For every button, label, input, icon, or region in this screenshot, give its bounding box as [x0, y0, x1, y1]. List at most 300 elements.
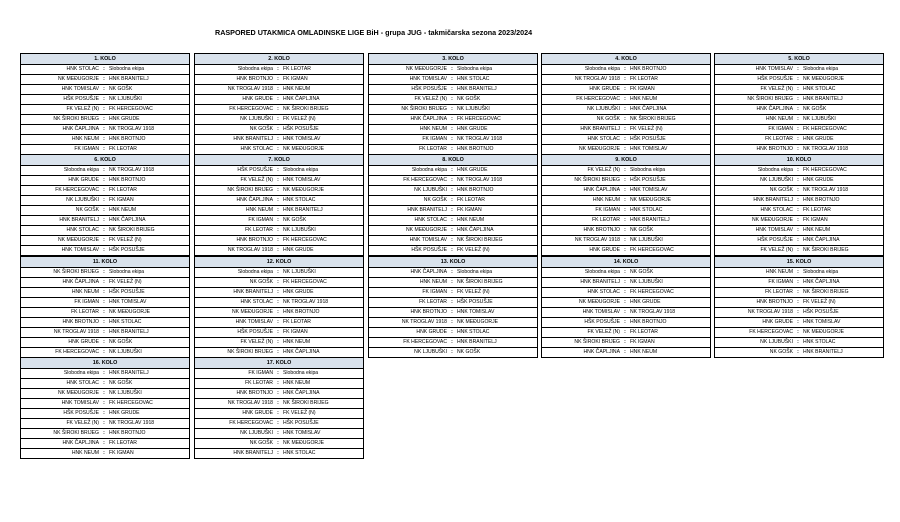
away-team: HNK ČAPLJINA	[803, 279, 840, 285]
home-team: FK IGMAN	[595, 207, 620, 213]
home-team: HNK BROTNJO	[756, 146, 793, 152]
round-header: 14. KOLO	[542, 257, 710, 268]
away-team: Slobodna ekipa	[109, 66, 145, 72]
away-team: HNK STOLAC	[630, 207, 663, 213]
match-row	[195, 298, 363, 308]
match-separator: :	[103, 289, 105, 295]
away-team: NK MEĐUGORJE	[630, 197, 672, 203]
home-team: HNK TOMISLAV	[582, 309, 620, 315]
away-team: FK IGMAN	[457, 207, 482, 213]
match-separator: :	[277, 116, 279, 122]
match-separator: :	[797, 96, 799, 102]
away-team: HNK NEUM	[803, 227, 831, 233]
away-team: HNK GRUDE	[457, 126, 488, 132]
match-row	[715, 105, 883, 115]
match-separator: :	[797, 247, 799, 253]
match-row	[542, 348, 710, 358]
home-team: NK MEĐUGORJE	[231, 309, 273, 315]
match-row	[369, 75, 537, 85]
match-row	[369, 135, 537, 145]
round-header: 15. KOLO	[715, 257, 883, 268]
match-separator: :	[797, 177, 799, 183]
match-separator: :	[103, 217, 105, 223]
match-separator: :	[624, 339, 626, 345]
home-team: HNK STOLAC	[66, 380, 99, 386]
match-separator: :	[103, 279, 105, 285]
home-team: NK ŠIROKI BRIJEG	[53, 430, 99, 436]
match-row	[542, 268, 710, 278]
match-separator: :	[624, 247, 626, 253]
away-team: HŠK POSUŠJE	[109, 289, 145, 295]
match-separator: :	[103, 237, 105, 243]
match-row	[195, 85, 363, 95]
match-row	[21, 166, 189, 176]
home-team: HNK ČAPLJINA	[410, 269, 447, 275]
match-separator: :	[797, 76, 799, 82]
match-row	[195, 246, 363, 256]
match-separator: :	[103, 76, 105, 82]
match-separator: :	[103, 177, 105, 183]
away-team: HNK TOMISLAV	[283, 177, 321, 183]
match-row	[21, 105, 189, 115]
match-row	[542, 166, 710, 176]
away-team: NK TROGLAV 1918	[109, 420, 155, 426]
match-row	[195, 75, 363, 85]
away-team: FK HERCEGOVAC	[803, 167, 847, 173]
home-team: HNK STOLAC	[240, 299, 273, 305]
match-separator: :	[103, 410, 105, 416]
away-team: HNK NEUM	[283, 380, 311, 386]
match-row	[715, 328, 883, 338]
match-row	[715, 268, 883, 278]
match-separator: :	[277, 289, 279, 295]
match-row	[369, 186, 537, 196]
away-team: HNK NEUM	[109, 207, 137, 213]
match-separator: :	[277, 96, 279, 102]
match-separator: :	[451, 86, 453, 92]
home-team: FK VELEŽ (N)	[240, 339, 273, 345]
match-row	[195, 369, 363, 379]
match-separator: :	[624, 289, 626, 295]
home-team: NK TROGLAV 1918	[747, 309, 793, 315]
match-row	[542, 216, 710, 226]
match-row	[21, 318, 189, 328]
round-table	[714, 53, 884, 155]
away-team: NK TROGLAV 1918	[283, 299, 329, 305]
match-separator: :	[797, 116, 799, 122]
away-team: FK LEOTAR	[109, 440, 137, 446]
match-row	[715, 338, 883, 348]
round-table	[541, 154, 711, 256]
match-separator: :	[277, 420, 279, 426]
match-row	[21, 65, 189, 75]
match-row	[21, 298, 189, 308]
away-team: FK LEOTAR	[803, 207, 831, 213]
home-team: FK LEOTAR	[419, 146, 447, 152]
away-team: NK GOŠK	[109, 339, 133, 345]
round-table	[20, 357, 190, 459]
match-row	[369, 196, 537, 206]
away-team: HNK ČAPLJINA	[109, 217, 146, 223]
match-separator: :	[624, 76, 626, 82]
home-team: FK LEOTAR	[71, 309, 99, 315]
match-separator: :	[624, 217, 626, 223]
match-separator: :	[797, 289, 799, 295]
away-team: NK LJUBUŠKI	[109, 390, 142, 396]
home-team: NK TROGLAV 1918	[227, 247, 273, 253]
match-separator: :	[624, 116, 626, 122]
match-row	[195, 449, 363, 459]
round-header: 4. KOLO	[542, 54, 710, 65]
away-team: FK LEOTAR	[283, 319, 311, 325]
match-row	[542, 176, 710, 186]
away-team: HNK TOMISLAV	[630, 146, 668, 152]
match-row	[195, 166, 363, 176]
away-team: HNK NEUM	[630, 349, 658, 355]
away-team: NK MEĐUGORJE	[283, 146, 325, 152]
away-team: NK GOŠK	[457, 349, 481, 355]
home-team: FK IGMAN	[768, 279, 793, 285]
match-separator: :	[103, 227, 105, 233]
match-row	[195, 379, 363, 389]
away-team: HNK STOLAC	[457, 76, 490, 82]
round-table	[714, 256, 884, 358]
match-separator: :	[277, 106, 279, 112]
match-separator: :	[624, 237, 626, 243]
home-team: FK HERCEGOVAC	[229, 420, 273, 426]
match-row	[21, 278, 189, 288]
home-team: NK ŠIROKI BRIJEG	[747, 96, 793, 102]
home-team: NK LJUBUŠKI	[414, 349, 447, 355]
home-team: Slobodna ekipa	[757, 167, 793, 173]
home-team: NK MEĐUGORJE	[57, 237, 99, 243]
match-row	[195, 409, 363, 419]
match-row	[369, 115, 537, 125]
match-row	[369, 328, 537, 338]
away-team: HNK NEUM	[283, 339, 311, 345]
away-team: FK IGMAN	[803, 217, 828, 223]
away-team: HŠK POSUŠJE	[803, 309, 839, 315]
match-separator: :	[624, 106, 626, 112]
match-row	[195, 389, 363, 399]
match-separator: :	[451, 66, 453, 72]
match-row	[542, 206, 710, 216]
home-team: NK MEĐUGORJE	[57, 76, 99, 82]
match-separator: :	[277, 410, 279, 416]
away-team: FK VELEŽ (N)	[109, 279, 142, 285]
away-team: HNK BROTNJO	[803, 197, 840, 203]
round-table	[20, 256, 190, 358]
round-table	[714, 154, 884, 256]
away-team: NK ŠIROKI BRIJEG	[803, 289, 849, 295]
match-separator: :	[797, 339, 799, 345]
match-separator: :	[797, 237, 799, 243]
away-team: HNK BROTNJO	[109, 136, 146, 142]
away-team: HNK ČAPLJINA	[457, 227, 494, 233]
away-team: HNK ČAPLJINA	[283, 390, 320, 396]
home-team: NK LJUBUŠKI	[240, 430, 273, 436]
match-row	[542, 95, 710, 105]
match-row	[21, 85, 189, 95]
away-team: HŠK POSUŠJE	[457, 299, 493, 305]
match-separator: :	[624, 207, 626, 213]
match-separator: :	[277, 279, 279, 285]
match-row	[21, 115, 189, 125]
away-team: HNK BRANITELJ	[457, 339, 497, 345]
match-row	[369, 176, 537, 186]
away-team: NK GOŠK	[630, 227, 654, 233]
match-separator: :	[103, 96, 105, 102]
away-team: NK LJUBUŠKI	[630, 279, 663, 285]
match-row	[21, 379, 189, 389]
match-separator: :	[103, 309, 105, 315]
round-header: 6. KOLO	[21, 155, 189, 166]
match-separator: :	[103, 207, 105, 213]
round-table	[541, 256, 711, 358]
home-team: HŠK POSUŠJE	[757, 237, 793, 243]
round-header: 13. KOLO	[369, 257, 537, 268]
round-table	[20, 53, 190, 155]
home-team: FK HERCEGOVAC	[749, 329, 793, 335]
match-row	[542, 226, 710, 236]
home-team: HNK TOMISLAV	[61, 247, 99, 253]
match-separator: :	[277, 177, 279, 183]
round-header: 9. KOLO	[542, 155, 710, 166]
away-team: HNK BROTNJO	[457, 187, 494, 193]
match-row	[21, 389, 189, 399]
away-team: HNK GRUDE	[457, 167, 488, 173]
home-team: NK ŠIROKI BRIJEG	[574, 339, 620, 345]
away-team: HNK BROTNJO	[109, 177, 146, 183]
away-team: NK LJUBUŠKI	[630, 237, 663, 243]
away-team: HNK GRUDE	[109, 410, 140, 416]
match-row	[369, 318, 537, 328]
match-separator: :	[797, 329, 799, 335]
home-team: Slobodna ekipa	[584, 269, 620, 275]
match-row	[21, 419, 189, 429]
match-row	[715, 348, 883, 358]
away-team: HNK STOLAC	[283, 450, 316, 456]
away-team: FK VELEŽ (N)	[109, 237, 142, 243]
away-team: Slobodna ekipa	[283, 167, 319, 173]
round-header: 11. KOLO	[21, 257, 189, 268]
home-team: HNK ČAPLJINA	[62, 126, 99, 132]
match-row	[542, 186, 710, 196]
home-team: HNK BRANITELJ	[59, 217, 99, 223]
match-row	[195, 236, 363, 246]
away-team: HNK GRUDE	[109, 116, 140, 122]
match-row	[715, 135, 883, 145]
match-separator: :	[277, 329, 279, 335]
away-team: NK LJUBUŠKI	[803, 116, 836, 122]
match-separator: :	[277, 86, 279, 92]
home-team: NK TROGLAV 1918	[53, 329, 99, 335]
match-row	[195, 135, 363, 145]
away-team: HŠK POSUŠJE	[630, 136, 666, 142]
match-separator: :	[277, 227, 279, 233]
away-team: NK TROGLAV 1918	[109, 167, 155, 173]
match-row	[21, 196, 189, 206]
home-team: HŠK POSUŠJE	[757, 76, 793, 82]
home-team: HNK TOMISLAV	[61, 400, 99, 406]
match-row	[369, 278, 537, 288]
match-row	[542, 298, 710, 308]
home-team: HNK BROTNJO	[236, 76, 273, 82]
home-team: FK VELEŽ (N)	[66, 420, 99, 426]
home-team: HNK STOLAC	[587, 289, 620, 295]
home-team: FK LEOTAR	[245, 380, 273, 386]
home-team: HNK NEUM	[71, 136, 99, 142]
match-row	[21, 439, 189, 449]
home-team: HNK GRUDE	[416, 329, 447, 335]
match-row	[369, 348, 537, 358]
away-team: FK VELEŽ (N)	[283, 116, 316, 122]
round-table	[194, 256, 364, 358]
match-row	[369, 298, 537, 308]
home-team: FK HERCEGOVAC	[403, 339, 447, 345]
home-team: FK LEOTAR	[245, 227, 273, 233]
match-separator: :	[451, 329, 453, 335]
match-row	[715, 278, 883, 288]
round-table	[194, 154, 364, 256]
home-team: NK TROGLAV 1918	[574, 76, 620, 82]
home-team: NK LJUBUŠKI	[414, 187, 447, 193]
match-row	[715, 115, 883, 125]
away-team: NK ŠIROKI BRIJEG	[630, 116, 676, 122]
away-team: FK IGMAN	[283, 329, 308, 335]
away-team: NK ŠIROKI BRIJEG	[283, 106, 329, 112]
away-team: HNK BRANITELJ	[109, 370, 149, 376]
match-separator: :	[624, 319, 626, 325]
home-team: NK MEĐUGORJE	[751, 217, 793, 223]
match-row	[21, 338, 189, 348]
match-row	[715, 308, 883, 318]
match-separator: :	[797, 167, 799, 173]
match-separator: :	[277, 237, 279, 243]
match-separator: :	[103, 66, 105, 72]
match-row	[21, 308, 189, 318]
match-row	[369, 308, 537, 318]
home-team: HNK STOLAC	[66, 227, 99, 233]
home-team: HŠK POSUŠJE	[584, 319, 620, 325]
home-team: NK MEĐUGORJE	[578, 146, 620, 152]
home-team: NK MEĐUGORJE	[405, 66, 447, 72]
away-team: NK MEĐUGORJE	[283, 187, 325, 193]
home-team: HNK ČAPLJINA	[756, 106, 793, 112]
match-separator: :	[797, 217, 799, 223]
home-team: HNK BRANITELJ	[233, 450, 273, 456]
match-separator: :	[797, 309, 799, 315]
home-team: FK HERCEGOVAC	[403, 177, 447, 183]
away-team: HNK BROTNJO	[283, 309, 320, 315]
away-team: FK IGMAN	[630, 86, 655, 92]
home-team: HNK BRANITELJ	[753, 197, 793, 203]
match-separator: :	[103, 116, 105, 122]
match-separator: :	[103, 349, 105, 355]
away-team: Slobodna ekipa	[803, 269, 839, 275]
away-team: HNK BRANITELJ	[109, 329, 149, 335]
match-separator: :	[277, 207, 279, 213]
match-separator: :	[277, 390, 279, 396]
round-header: 10. KOLO	[715, 155, 883, 166]
home-team: FK HERCEGOVAC	[55, 187, 99, 193]
home-team: HNK ČAPLJINA	[236, 197, 273, 203]
home-team: HNK STOLAC	[66, 66, 99, 72]
home-team: HŠK POSUŠJE	[237, 167, 273, 173]
match-separator: :	[451, 167, 453, 173]
home-team: NK GOŠK	[249, 279, 273, 285]
home-team: FK IGMAN	[74, 299, 99, 305]
match-separator: :	[451, 207, 453, 213]
home-team: HNK NEUM	[592, 197, 620, 203]
match-row	[542, 246, 710, 256]
home-team: HNK ČAPLJINA	[583, 187, 620, 193]
round-table	[368, 154, 538, 256]
round-table	[194, 357, 364, 459]
away-team: FK VELEŽ (N)	[803, 299, 836, 305]
round-header: 7. KOLO	[195, 155, 363, 166]
match-row	[21, 328, 189, 338]
round-table	[194, 53, 364, 155]
away-team: HNK BRANITELJ	[630, 217, 670, 223]
home-team: HNK BRANITELJ	[580, 126, 620, 132]
home-team: NK GOŠK	[769, 187, 793, 193]
away-team: FK LEOTAR	[457, 197, 485, 203]
match-row	[21, 236, 189, 246]
home-team: HNK BROTNJO	[236, 390, 273, 396]
home-team: HNK TOMISLAV	[61, 86, 99, 92]
match-row	[715, 176, 883, 186]
match-separator: :	[277, 370, 279, 376]
home-team: NK ŠIROKI BRIJEG	[227, 187, 273, 193]
match-row	[21, 288, 189, 298]
away-team: NK TROGLAV 1918	[457, 177, 503, 183]
away-team: HNK BROTNJO	[109, 430, 146, 436]
home-team: HNK ČAPLJINA	[62, 440, 99, 446]
home-team: FK LEOTAR	[592, 217, 620, 223]
match-row	[195, 95, 363, 105]
match-row	[542, 196, 710, 206]
match-separator: :	[797, 269, 799, 275]
match-row	[369, 288, 537, 298]
match-row	[369, 226, 537, 236]
away-team: Slobodna ekipa	[630, 167, 666, 173]
match-separator: :	[797, 86, 799, 92]
home-team: FK IGMAN	[248, 217, 273, 223]
match-row	[21, 226, 189, 236]
away-team: HNK STOLAC	[803, 86, 836, 92]
match-separator: :	[103, 430, 105, 436]
match-separator: :	[451, 116, 453, 122]
match-row	[195, 105, 363, 115]
match-row	[21, 95, 189, 105]
home-team: NK GOŠK	[596, 116, 620, 122]
match-row	[369, 216, 537, 226]
match-row	[369, 268, 537, 278]
page-title: RASPORED UTAKMICA OMLADINSKE LIGE BiH - grupa JUG - takmičarska sezona 2023/2024	[215, 28, 533, 37]
away-team: HNK BROTNJO	[457, 146, 494, 152]
home-team: HNK STOLAC	[760, 207, 793, 213]
home-team: NK LJUBUŠKI	[587, 106, 620, 112]
match-row	[715, 65, 883, 75]
home-team: NK ŠIROKI BRIJEG	[574, 177, 620, 183]
match-separator: :	[103, 106, 105, 112]
match-separator: :	[103, 319, 105, 325]
match-row	[21, 369, 189, 379]
match-separator: :	[624, 136, 626, 142]
away-team: HNK ČAPLJINA	[283, 96, 320, 102]
away-team: HNK TOMISLAV	[283, 430, 321, 436]
